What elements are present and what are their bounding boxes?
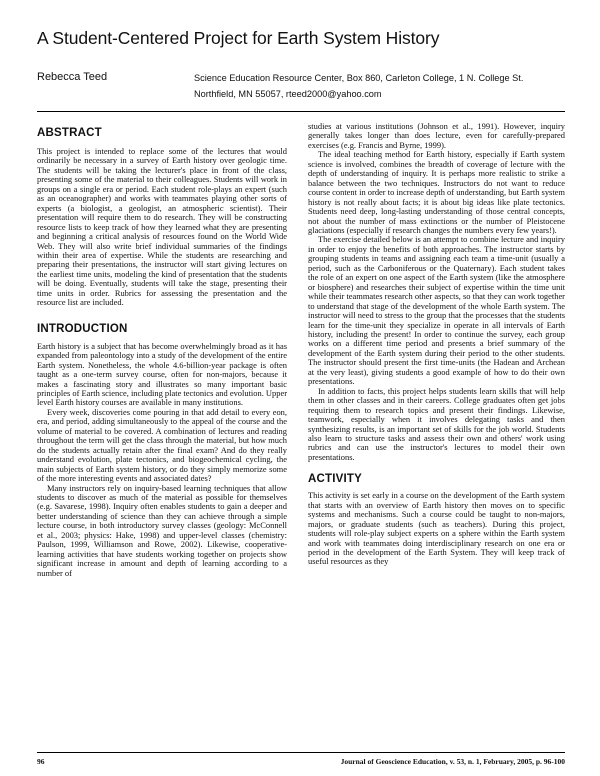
right-column: [308, 122, 565, 747]
activity-heading: ACTIVITY: [308, 473, 362, 486]
intro-paragraph-3-continued: studies at various institutions (Johnson et al., 1991). However, inquiry generally takes longer than does lecture, even for carefully-prepared exercises (e.g. Francis and Byrne, 1999).: [308, 122, 565, 150]
page-number: 96: [37, 757, 45, 766]
intro-paragraph-4: The ideal teaching method for Earth history, especially if Earth system science is involved, combines the breadth of coverage of lecture with the depth of understanding of inquiry. It is perhaps more realistic to strike a balance between the two techniques. Instructors do not want to reduce course content in order to increase depth of understanding, but Earth system history is not really about facts; it is about big ideas like plate tectonics. Students need deep, long-lasting understanding of those central concepts, not about the number of mass extinctions or the number of Pleistocene glaciations (especially if research changes the numbers every few years!).: [308, 149, 565, 235]
author-affiliation: [194, 70, 574, 102]
intro-paragraph-3: Many instructors rely on inquiry-based learning techniques that allow students to discover as much of the material as possible for themselves (e.g. Savarese, 1998). Inquiry often enables students to gain a deeper and better understanding of science than they can achieve through a simple lecture course, in both introductory survey classes (geology: McConnell et al., 2003; physics: Hake, 1998) and upper-level classes (chemistry: Paulson, 1999, Williamson and Rowe, 2002). Likewise, cooperative-learning activities that have students working together on projects show significant increase in amount and depth of learning according to a number of: [37, 482, 287, 578]
paper-title: A Student-Centered Project for Earth System History: [37, 28, 440, 48]
abstract-heading: ABSTRACT: [37, 127, 102, 139]
intro-paragraph-6: In addition to facts, this project helps students learn skills that will help them in other classes and in their careers. College graduates often get jobs requiring them to research topics and present their findings. Likewise, teamwork, especially when it involves delegating tasks and then synthesizing results, is an important set of skills for the job world. Students also learn to structure tasks and assess their own and others' work using rubrics and can use the instructor's lectures to model their own presentations.: [308, 385, 565, 462]
affiliation-line-1: Science Education Resource Center, Box 860, Carleton College, 1 N. College St.: [194, 73, 524, 83]
intro-paragraph-1: Earth history is a subject that has become overwhelmingly broad as it has expanded from paleontology into a study of the development of the entire Earth system. Nonetheless, the whole 4.6-billion-year package is often taught as a one-term survey course, often for non-majors, because it makes a fascinating story and illustrates so many important basic principles of Earth science, including plate tectonics and evolution. Upper level Earth history courses are available in many institutions.: [37, 340, 287, 408]
author-name: Rebecca Teed: [37, 71, 108, 83]
abstract-text: This project is intended to replace some of the lectures that would ordinarily be necessary in a survey of Earth history over geologic time. The students will be taking the lecturer's place in front of the class, presenting some of the material to their colleagues. Students will work in groups on a single era or period. Each student role-plays an expert (such as an oceanographer) and works with teammates playing other sorts of experts (a biologist, a geologist, an atmospheric scientist). Their presentation will require them to do research. They will be constructing resource lists to keep track of how they learned what they are presenting and beginning a critical analysis of resources found on the World Wide Web. They will also write brief individual summaries of the findings within their area of expertise. While the students are researching and preparing their presentations, the instructor will start giving lectures on the earliest time units, modeling the kind of presentation that the students will be doing. Eventually, students will take the stage, presenting their time units in order. Rubrics for assessing the presentation and the resource list are included.: [37, 146, 287, 308]
footer-divider: [37, 752, 565, 753]
activity-paragraph-1: This activity is set early in a course on the development of the Earth system that starts with an overview of Earth history then moves on to specific systems and mechanisms. Such a course could be taught to non-majors, majors, or graduate students (such as teachers). During this project, students will role-play subject experts on a sphere within the Earth system and work with teammates doing interdisciplinary research on one era or period in the development of the Earth System. They will keep track of useful resources as they: [308, 490, 565, 567]
journal-citation: Journal of Geoscience Education, v. 53, n. 1, February, 2005, p. 96-100: [340, 757, 565, 766]
affiliation-line-2: Northfield, MN 55057, rteed2000@yahoo.com: [194, 89, 382, 99]
left-column: [37, 122, 287, 747]
intro-paragraph-5: The exercise detailed below is an attempt to combine lecture and inquiry in order to enjoy the benefits of both approaches. The instructor starts by grouping students in teams and assigning each team a time-unit (usually a period, such as the Carboniferous or the Quaternary). Each student takes the role of an expert on one aspect of the Earth system (like the atmosphere or biosphere) and researches their subject of expertise within the time unit while their teammates research other aspects, so that they can work together to understand that stage of the development of the whole Earth system. The instructor will need to stress to the group that the processes that the students learn for the time-unit they specialize in operate in all intervals of Earth history, including the present! In order to continue the survey, each group works on a different time period and presents a brief summary of the development of the Earth system during their period to the other students. The instructor should present the first time-units (the Hadean and Archean at the very least), giving students a good example of how to do their own presentations.: [308, 234, 565, 387]
intro-paragraph-2: Every week, discoveries come pouring in that add detail to every eon, era, and period, adding simultaneously to the appeal of the course and the volume of material to be covered. A combination of lectures and reading throughout the term will get the class through the material, but how much do the students actually retain after the final exam? And do they really understand evolution, plate tectonics, and biogeochemical cycling, the main subjects of Earth system history, or do they simply memorize some of the more interesting events and associated dates?: [37, 406, 287, 484]
header-divider: [37, 111, 565, 112]
introduction-heading: INTRODUCTION: [37, 322, 128, 335]
